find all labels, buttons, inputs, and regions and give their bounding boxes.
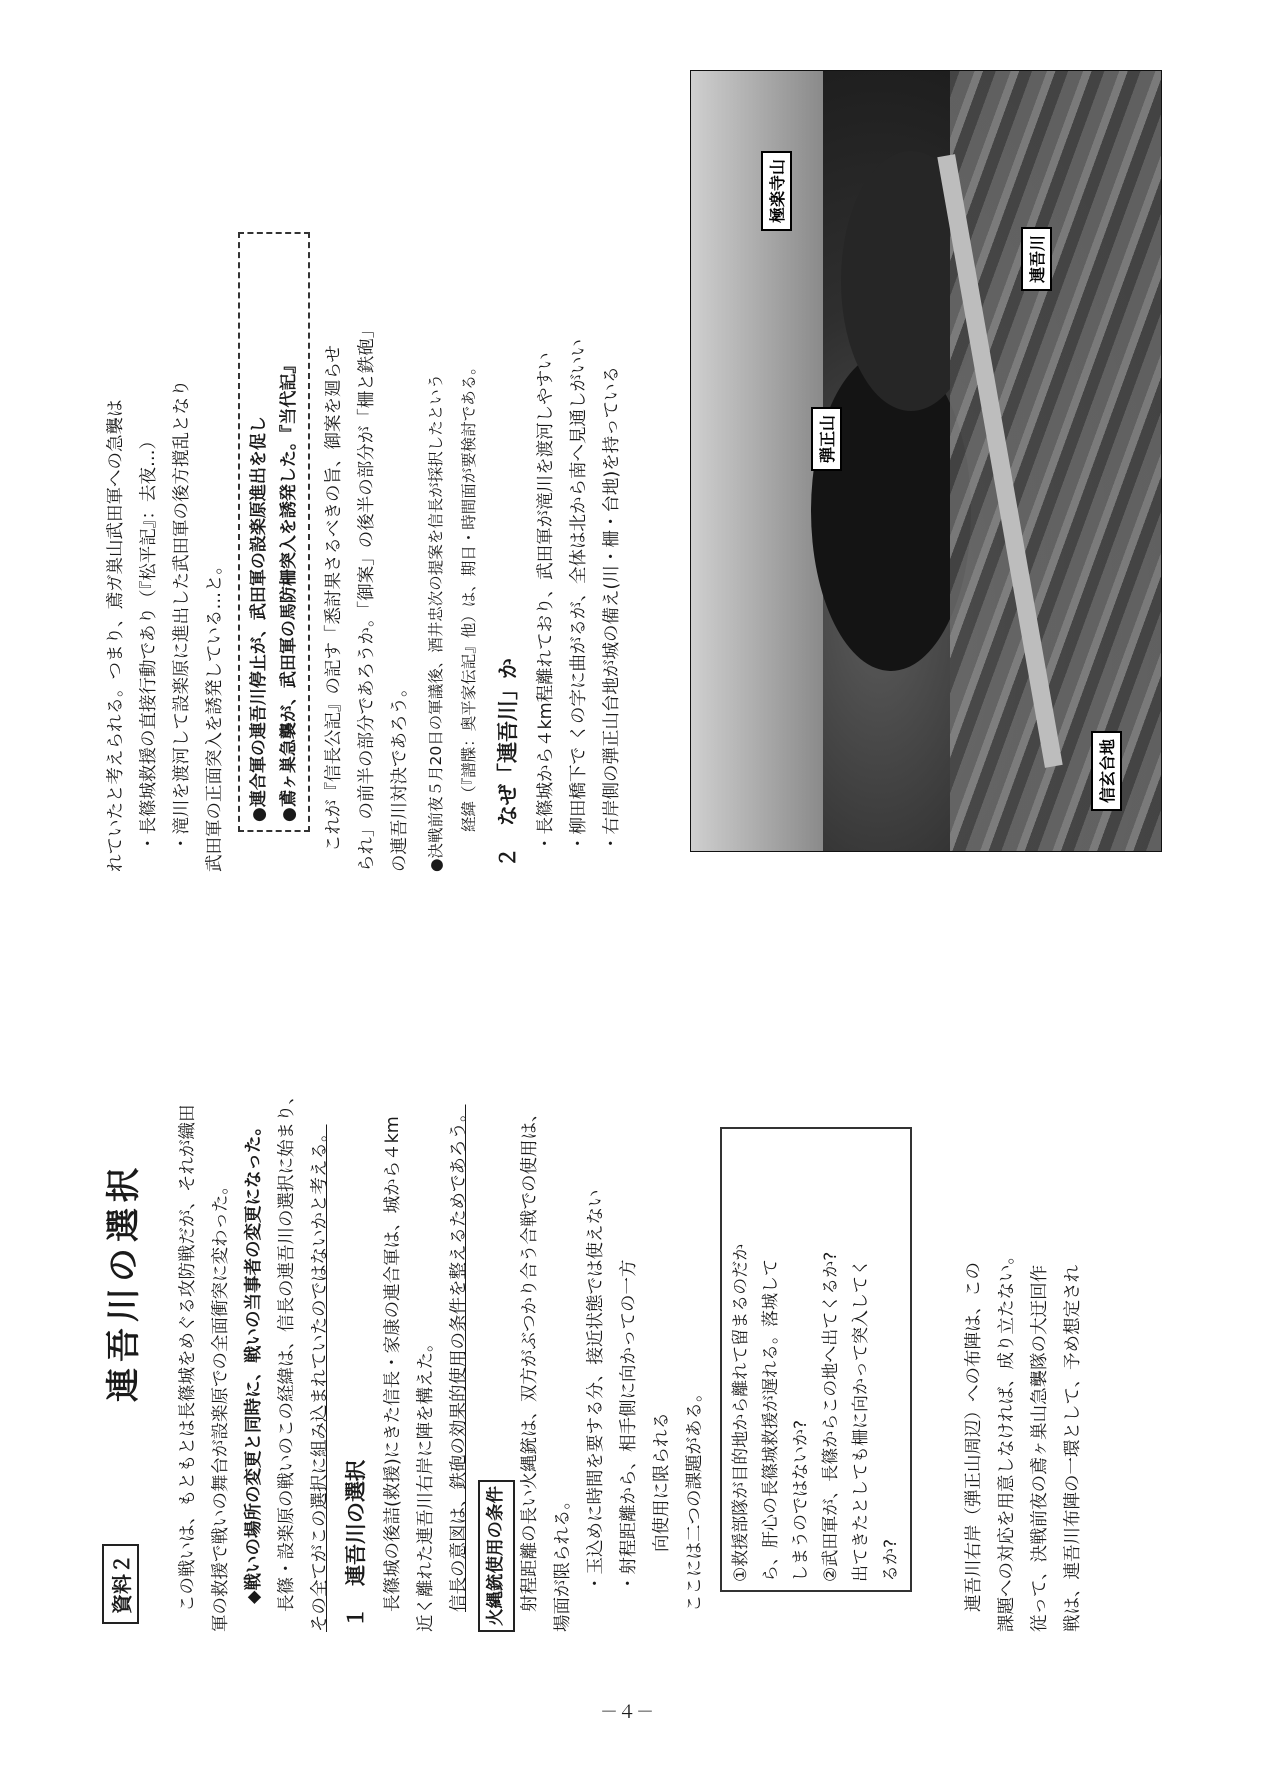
issue-line: しまうのではないか?	[791, 1419, 811, 1582]
note-line: 経緯（『譜牒：奥平家伝記』他）は、期日・時間面が要検討である。	[460, 359, 478, 832]
label-gokurakuji: 極楽寺山	[761, 151, 792, 231]
paragraph-line: 軍の救援で戦いの舞台が設楽原での全面衝突に変わった。	[211, 1177, 231, 1632]
bullet-item: ・玉込めに時間を要する分、接近状態では使えない	[586, 1189, 606, 1592]
issue-line: ①救援部隊が目的地から離れて留まるのだか	[731, 1243, 751, 1582]
header	[90, 872, 170, 1632]
page-title: 連吾川の選択	[104, 1162, 144, 1402]
paragraph-line: られ」の前半の部分であろうか。「御案」の後半の部分が「柵と鉄砲」	[357, 320, 377, 872]
quote-line: ●連合軍の連吾川停止が、武田軍の設楽原進出を促し	[249, 416, 269, 822]
emphasis-line: ◆戦いの場所の変更と同時に、戦いの当事者の変更になった。	[244, 1118, 264, 1604]
paragraph-line: ここには二つの課題がある。	[685, 1384, 705, 1612]
note-line: ●決戦前夜５月20日の軍議後、酒井忠次の提案を信長が採択したという	[427, 373, 445, 872]
bullet-item: ・長篠城から４km程離れており、武田軍が滝川を渡河しやすい	[536, 352, 556, 852]
paragraph-line: 戦は、連吾川布陣の一環として、予め想定され	[1063, 1264, 1083, 1632]
label-rengogawa: 連吾川	[1021, 227, 1052, 291]
paragraph-line: 連吾川右岸（弾正山周辺）への布陣は、この	[964, 1262, 984, 1612]
issue-line: るか?	[881, 1538, 901, 1582]
bullet-item: ・滝川を渡河して設楽原に進出した武田軍の後方撹乱となり	[172, 379, 192, 852]
page-number: －４－	[600, 1702, 654, 1723]
quote-line: ●鳶ヶ巣急襲が、武田軍の馬防柵突入を誘発した。『当代記』	[279, 356, 299, 822]
rotated-content	[90, 60, 1190, 1632]
paragraph-line: 課題への対応を用意しなければ、成り立たない。	[997, 1247, 1017, 1632]
issue-line: ら、肝心の長篠城救援が遅れる。落城して	[761, 1259, 781, 1582]
issue-line: ②武田軍が、長篠からこの地へ出てくるか?	[821, 1251, 841, 1582]
paragraph-line: 信長の意図は、鉄砲の効果的使用の条件を整えるためであろう。	[449, 1104, 469, 1612]
paragraph-line: の連吾川対決であろう。	[390, 679, 410, 872]
label-danjoyama: 弾正山	[811, 407, 842, 471]
quote-box	[238, 232, 310, 832]
paragraph-line: れていたと考えられる。つまり、鳶ガ巣山武田軍への急襲は	[106, 399, 126, 872]
aerial-photo	[690, 70, 1162, 852]
bullet-item: 向使用に限られる	[652, 1412, 672, 1552]
photo-sky	[691, 71, 823, 851]
condition-label: 火縄銃使用の条件	[478, 1480, 515, 1632]
issue-line: 出てきたとしても柵に向かって突入してく	[851, 1259, 871, 1582]
paragraph-line: この戦いは、もともとは長篠城をめぐる攻防戦だが、それが織田	[178, 1104, 198, 1612]
paragraph-line: 長篠・設楽原の戦いのこの経緯は、信長の連吾川の選択に始まり、	[277, 1087, 297, 1612]
condition-heading	[478, 1480, 515, 1632]
paragraph-line: 長篠城の後詰(救援)にきた信長・家康の連合軍は、城から４km	[383, 1116, 403, 1612]
issues-box	[720, 1127, 912, 1592]
left-column	[90, 872, 1190, 1632]
label-shingen: 信玄台地	[1091, 731, 1122, 811]
bullet-item: ・射程距離から、相手側に向かっての一方	[619, 1259, 639, 1592]
bullet-item: ・柳田橋下で くの字に曲がるが、全体は北から南へ見通しがいい	[569, 338, 589, 852]
bullet-item: ・長篠城救援の直接行動であり（『松平記』：去夜…）	[139, 432, 159, 852]
right-column	[90, 60, 1190, 872]
paragraph-line: 近く離れた連吾川右岸に陣を構えた。	[416, 1334, 436, 1632]
paragraph-line: 武田軍の正面突入を誘発している…と。	[205, 557, 225, 872]
section-heading-2: ２ なぜ「連吾川」か	[496, 658, 520, 868]
section-heading-1: １ 連吾川の選択	[344, 1460, 368, 1628]
underlined-line: その全てがこの選択に組み込まれていたのではないかと考える。	[310, 1124, 330, 1632]
paragraph-line: 射程距離の長い火縄銃は、双方がぶつかり合う合戦での使用は、	[520, 1104, 540, 1612]
bullet-item: ・右岸側の弾正山台地が城の備え(川・柵・台地)を持っている	[602, 365, 622, 852]
paragraph-line: これが『信長公記』の記す「悉討果さるべきの旨、御案を廻らせ	[324, 345, 344, 852]
paragraph-line: 場面が限られる。	[553, 1492, 573, 1632]
material-tag: 資料２	[102, 1544, 139, 1624]
paragraph-line: 従って、決戦前夜の鳶ヶ巣山急襲隊の大迂回作	[1030, 1264, 1050, 1632]
